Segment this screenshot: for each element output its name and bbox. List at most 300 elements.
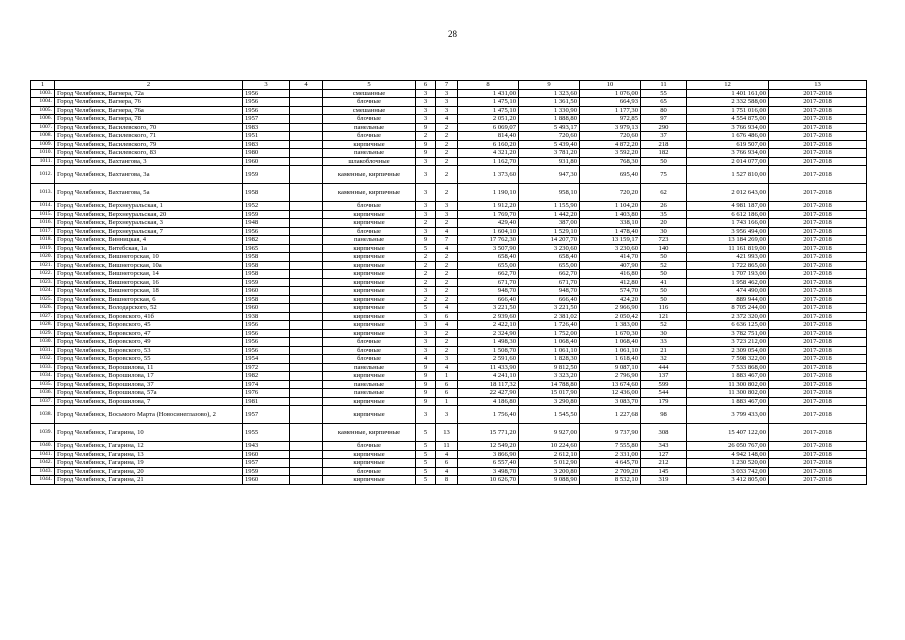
cost-cell: 1 676 486,00 — [687, 132, 769, 141]
empty-cell — [290, 227, 323, 236]
year-built-cell: 1956 — [243, 227, 290, 236]
cost-cell: 1 883 467,00 — [687, 372, 769, 381]
residents-cell: 544 — [641, 389, 687, 398]
wall-material-cell: блочные — [323, 467, 416, 476]
total-area-cell: 666,40 — [458, 295, 519, 304]
wall-material-cell: кирпичные — [323, 244, 416, 253]
table-row — [31, 227, 867, 236]
entrances-cell: 13 — [436, 424, 458, 442]
period-cell: 2017-2018 — [769, 304, 867, 313]
empty-cell — [290, 166, 323, 184]
floors-cell: 3 — [416, 329, 436, 338]
total-area-cell: 655,00 — [458, 261, 519, 270]
entrances-cell: 2 — [436, 184, 458, 202]
wall-material-cell: кирпичные — [323, 270, 416, 279]
floors-cell: 2 — [416, 253, 436, 262]
floors-cell: 9 — [416, 397, 436, 406]
address-cell: Город Челябинск, Воровского, 53 — [55, 346, 243, 355]
wall-material-cell: панельные — [323, 380, 416, 389]
column-number-header: 11 — [641, 81, 687, 90]
column-number-header: 8 — [458, 81, 519, 90]
residential-area-cell: 664,93 — [580, 98, 641, 107]
table-row — [31, 287, 867, 296]
column-number-header: 5 — [323, 81, 416, 90]
residential-area-cell: 12 436,00 — [580, 389, 641, 398]
residential-area-cell: 720,20 — [580, 184, 641, 202]
table-row — [31, 149, 867, 158]
wall-material-cell: панельные — [323, 363, 416, 372]
entrances-cell: 11 — [436, 442, 458, 451]
wall-material-cell: кирпичные — [323, 329, 416, 338]
entrances-cell: 6 — [436, 389, 458, 398]
empty-cell — [290, 184, 323, 202]
wall-material-cell: блочные — [323, 202, 416, 211]
premises-area-cell: 1 828,30 — [519, 355, 580, 364]
total-area-cell: 1 756,40 — [458, 406, 519, 424]
address-cell: Город Челябинск, Воровского, 49 — [55, 338, 243, 347]
floors-cell: 5 — [416, 459, 436, 468]
row-number-cell: 1009. — [31, 140, 55, 149]
row-number-cell: 1011. — [31, 157, 55, 166]
floors-cell: 2 — [416, 261, 436, 270]
table-row — [31, 210, 867, 219]
year-built-cell: 1982 — [243, 372, 290, 381]
address-cell: Город Челябинск, Воровского, 55 — [55, 355, 243, 364]
floors-cell: 3 — [416, 106, 436, 115]
column-number-header: 12 — [687, 81, 769, 90]
address-cell: Город Челябинск, Верхнеуральская, 1 — [55, 202, 243, 211]
total-area-cell: 6 069,07 — [458, 123, 519, 132]
table-row — [31, 106, 867, 115]
entrances-cell: 2 — [436, 219, 458, 228]
row-number-cell: 1020. — [31, 253, 55, 262]
year-built-cell: 1956 — [243, 106, 290, 115]
year-built-cell: 1943 — [243, 442, 290, 451]
period-cell: 2017-2018 — [769, 363, 867, 372]
wall-material-cell: кирпичные — [323, 450, 416, 459]
address-cell: Город Челябинск, Ворошилова, 11 — [55, 363, 243, 372]
cost-cell: 3 782 751,00 — [687, 329, 769, 338]
residents-cell: 50 — [641, 157, 687, 166]
address-cell: Город Челябинск, Вагнера, 76 — [55, 98, 243, 107]
row-number-cell: 1038. — [31, 406, 55, 424]
floors-cell: 3 — [416, 89, 436, 98]
table-row — [31, 321, 867, 330]
empty-cell — [290, 450, 323, 459]
residential-area-cell: 1 061,10 — [580, 346, 641, 355]
address-cell: Город Челябинск, Василевского, 83 — [55, 149, 243, 158]
total-area-cell: 2 324,90 — [458, 329, 519, 338]
table-row — [31, 278, 867, 287]
total-area-cell: 1 769,70 — [458, 210, 519, 219]
row-number-cell: 1037. — [31, 397, 55, 406]
cost-cell: 3 766 934,00 — [687, 123, 769, 132]
residents-cell: 75 — [641, 166, 687, 184]
row-number-cell: 1021. — [31, 261, 55, 270]
row-number-cell: 1008. — [31, 132, 55, 141]
empty-cell — [290, 106, 323, 115]
residential-area-cell: 1 383,00 — [580, 321, 641, 330]
residents-cell: 33 — [641, 338, 687, 347]
table-row — [31, 476, 867, 485]
address-cell: Город Челябинск, Вахтангова, 3 — [55, 157, 243, 166]
address-cell: Город Челябинск, Восьмого Марта (Новосинеглазово), 2 — [55, 406, 243, 424]
residents-cell: 127 — [641, 450, 687, 459]
period-cell: 2017-2018 — [769, 442, 867, 451]
premises-area-cell: 948,70 — [519, 287, 580, 296]
empty-cell — [290, 321, 323, 330]
address-cell: Город Челябинск, Гагарина, 21 — [55, 476, 243, 485]
empty-cell — [290, 304, 323, 313]
row-number-cell: 1030. — [31, 338, 55, 347]
premises-area-cell: 720,60 — [519, 132, 580, 141]
floors-cell: 2 — [416, 295, 436, 304]
empty-cell — [290, 459, 323, 468]
residents-cell: 179 — [641, 397, 687, 406]
residential-area-cell: 1 670,30 — [580, 329, 641, 338]
entrances-cell: 6 — [436, 312, 458, 321]
residential-area-cell: 2 709,20 — [580, 467, 641, 476]
entrances-cell: 3 — [436, 89, 458, 98]
year-built-cell: 1956 — [243, 329, 290, 338]
cost-cell: 1 230 520,00 — [687, 459, 769, 468]
residential-area-cell: 1 227,68 — [580, 406, 641, 424]
row-number-cell: 1016. — [31, 219, 55, 228]
empty-cell — [290, 278, 323, 287]
empty-cell — [290, 338, 323, 347]
total-area-cell: 4 186,80 — [458, 397, 519, 406]
cost-cell: 4 554 875,00 — [687, 115, 769, 124]
period-cell: 2017-2018 — [769, 278, 867, 287]
period-cell: 2017-2018 — [769, 397, 867, 406]
residents-cell: 599 — [641, 380, 687, 389]
table-row — [31, 424, 867, 442]
floors-cell: 3 — [416, 287, 436, 296]
table-row — [31, 132, 867, 141]
table-row — [31, 389, 867, 398]
entrances-cell: 4 — [436, 304, 458, 313]
period-cell: 2017-2018 — [769, 115, 867, 124]
year-built-cell: 1952 — [243, 202, 290, 211]
premises-area-cell: 671,70 — [519, 278, 580, 287]
cost-cell: 6 612 186,00 — [687, 210, 769, 219]
period-cell: 2017-2018 — [769, 372, 867, 381]
premises-area-cell: 5 439,40 — [519, 140, 580, 149]
floors-cell: 9 — [416, 123, 436, 132]
entrances-cell: 4 — [436, 450, 458, 459]
entrances-cell: 2 — [436, 270, 458, 279]
period-cell: 2017-2018 — [769, 98, 867, 107]
row-number-cell: 1018. — [31, 236, 55, 245]
premises-area-cell: 9 927,00 — [519, 424, 580, 442]
year-built-cell: 1959 — [243, 210, 290, 219]
cost-cell: 4 981 187,00 — [687, 202, 769, 211]
cost-cell: 11 300 802,00 — [687, 380, 769, 389]
wall-material-cell: кирпичные — [323, 372, 416, 381]
premises-area-cell: 1 330,90 — [519, 106, 580, 115]
empty-cell — [290, 380, 323, 389]
row-number-cell: 1033. — [31, 363, 55, 372]
wall-material-cell: шлакоблочные — [323, 157, 416, 166]
wall-material-cell: смешанные — [323, 106, 416, 115]
total-area-cell: 1 190,10 — [458, 184, 519, 202]
year-built-cell: 1956 — [243, 98, 290, 107]
address-cell: Город Челябинск, Воровского, 41б — [55, 312, 243, 321]
year-built-cell: 1980 — [243, 149, 290, 158]
premises-area-cell: 5 493,17 — [519, 123, 580, 132]
floors-cell: 9 — [416, 149, 436, 158]
premises-area-cell: 1 323,60 — [519, 89, 580, 98]
row-number-cell: 1035. — [31, 380, 55, 389]
premises-area-cell: 9 812,50 — [519, 363, 580, 372]
period-cell: 2017-2018 — [769, 476, 867, 485]
year-built-cell: 1958 — [243, 253, 290, 262]
column-number-header: 2 — [55, 81, 243, 90]
floors-cell: 3 — [416, 338, 436, 347]
premises-area-cell: 1 361,50 — [519, 98, 580, 107]
entrances-cell: 7 — [436, 236, 458, 245]
address-cell: Город Челябинск, Вишнегорская, 10а — [55, 261, 243, 270]
total-area-cell: 22 427,90 — [458, 389, 519, 398]
residents-cell: 137 — [641, 372, 687, 381]
wall-material-cell: блочные — [323, 115, 416, 124]
residential-area-cell: 7 555,80 — [580, 442, 641, 451]
address-cell: Город Челябинск, Воровского, 47 — [55, 329, 243, 338]
total-area-cell: 3 498,70 — [458, 467, 519, 476]
total-area-cell: 1 912,20 — [458, 202, 519, 211]
empty-cell — [290, 132, 323, 141]
residential-area-cell: 3 083,70 — [580, 397, 641, 406]
year-built-cell: 1938 — [243, 312, 290, 321]
empty-cell — [290, 355, 323, 364]
total-area-cell: 15 771,20 — [458, 424, 519, 442]
wall-material-cell: блочные — [323, 132, 416, 141]
row-number-cell: 1013. — [31, 184, 55, 202]
entrances-cell: 3 — [436, 202, 458, 211]
row-number-cell: 1029. — [31, 329, 55, 338]
floors-cell: 5 — [416, 476, 436, 485]
year-built-cell: 1982 — [243, 236, 290, 245]
period-cell: 2017-2018 — [769, 219, 867, 228]
premises-area-cell: 2 381,02 — [519, 312, 580, 321]
entrances-cell: 4 — [436, 244, 458, 253]
floors-cell: 4 — [416, 355, 436, 364]
year-built-cell: 1959 — [243, 166, 290, 184]
year-built-cell: 1959 — [243, 278, 290, 287]
wall-material-cell: кирпичные — [323, 278, 416, 287]
entrances-cell: 2 — [436, 157, 458, 166]
residential-area-cell: 2 796,90 — [580, 372, 641, 381]
entrances-cell: 2 — [436, 278, 458, 287]
period-cell: 2017-2018 — [769, 329, 867, 338]
column-number-header: 3 — [243, 81, 290, 90]
row-number-cell: 1043. — [31, 467, 55, 476]
premises-area-cell: 3 290,80 — [519, 397, 580, 406]
year-built-cell: 1983 — [243, 140, 290, 149]
address-cell: Город Челябинск, Витебская, 1а — [55, 244, 243, 253]
total-area-cell: 1 498,30 — [458, 338, 519, 347]
table-row — [31, 397, 867, 406]
table-row — [31, 467, 867, 476]
cost-cell: 15 407 122,00 — [687, 424, 769, 442]
entrances-cell: 3 — [436, 106, 458, 115]
residents-cell: 444 — [641, 363, 687, 372]
table-row — [31, 236, 867, 245]
year-built-cell: 1957 — [243, 115, 290, 124]
period-cell: 2017-2018 — [769, 467, 867, 476]
floors-cell: 3 — [416, 98, 436, 107]
empty-cell — [290, 312, 323, 321]
row-number-cell: 1003. — [31, 89, 55, 98]
total-area-cell: 4 321,20 — [458, 149, 519, 158]
entrances-cell: 2 — [436, 132, 458, 141]
residential-area-cell: 972,85 — [580, 115, 641, 124]
entrances-cell: 2 — [436, 346, 458, 355]
floors-cell: 3 — [416, 157, 436, 166]
cost-cell: 11 161 819,00 — [687, 244, 769, 253]
address-cell: Город Челябинск, Гагарина, 19 — [55, 459, 243, 468]
entrances-cell: 1 — [436, 372, 458, 381]
cost-cell: 1 743 166,00 — [687, 219, 769, 228]
wall-material-cell: кирпичные — [323, 304, 416, 313]
total-area-cell: 6 160,20 — [458, 140, 519, 149]
total-area-cell: 2 422,10 — [458, 321, 519, 330]
table-row — [31, 184, 867, 202]
premises-area-cell: 5 012,90 — [519, 459, 580, 468]
period-cell: 2017-2018 — [769, 132, 867, 141]
row-number-cell: 1024. — [31, 287, 55, 296]
row-number-cell: 1044. — [31, 476, 55, 485]
residents-cell: 80 — [641, 106, 687, 115]
row-number-cell: 1023. — [31, 278, 55, 287]
wall-material-cell: кирпичные — [323, 397, 416, 406]
wall-material-cell: кирпичные — [323, 253, 416, 262]
residential-area-cell: 4 645,70 — [580, 459, 641, 468]
entrances-cell: 2 — [436, 329, 458, 338]
floors-cell: 3 — [416, 184, 436, 202]
cost-cell: 889 944,00 — [687, 295, 769, 304]
residential-area-cell: 9 737,90 — [580, 424, 641, 442]
column-number-header: 4 — [290, 81, 323, 90]
residents-cell: 145 — [641, 467, 687, 476]
empty-cell — [290, 115, 323, 124]
address-cell: Город Челябинск, Гагарина, 20 — [55, 467, 243, 476]
table-row — [31, 295, 867, 304]
period-cell: 2017-2018 — [769, 380, 867, 389]
empty-cell — [290, 149, 323, 158]
residential-area-cell: 9 087,10 — [580, 363, 641, 372]
entrances-cell: 2 — [436, 149, 458, 158]
row-number-cell: 1028. — [31, 321, 55, 330]
cost-cell: 1 958 462,00 — [687, 278, 769, 287]
residential-area-cell: 1 478,40 — [580, 227, 641, 236]
year-built-cell: 1955 — [243, 424, 290, 442]
premises-area-cell: 1 752,00 — [519, 329, 580, 338]
total-area-cell: 6 557,40 — [458, 459, 519, 468]
empty-cell — [290, 424, 323, 442]
year-built-cell: 1954 — [243, 355, 290, 364]
row-number-cell: 1019. — [31, 244, 55, 253]
table-row — [31, 166, 867, 184]
residential-area-cell: 416,80 — [580, 270, 641, 279]
floors-cell: 3 — [416, 321, 436, 330]
residential-area-cell: 2 966,90 — [580, 304, 641, 313]
entrances-cell: 4 — [436, 227, 458, 236]
period-cell: 2017-2018 — [769, 149, 867, 158]
table-row — [31, 329, 867, 338]
residents-cell: 212 — [641, 459, 687, 468]
residents-cell: 50 — [641, 253, 687, 262]
wall-material-cell: блочные — [323, 227, 416, 236]
residents-cell: 290 — [641, 123, 687, 132]
premises-area-cell: 655,00 — [519, 261, 580, 270]
total-area-cell: 11 433,90 — [458, 363, 519, 372]
premises-area-cell: 666,40 — [519, 295, 580, 304]
year-built-cell: 1956 — [243, 338, 290, 347]
address-cell: Город Челябинск, Вишнегорская, 10 — [55, 253, 243, 262]
premises-area-cell: 10 224,60 — [519, 442, 580, 451]
residents-cell: 98 — [641, 406, 687, 424]
premises-area-cell: 931,80 — [519, 157, 580, 166]
year-built-cell: 1951 — [243, 132, 290, 141]
residential-area-cell: 720,60 — [580, 132, 641, 141]
floors-cell: 2 — [416, 219, 436, 228]
residential-area-cell: 695,40 — [580, 166, 641, 184]
address-cell: Город Челябинск, Гагарина, 10 — [55, 424, 243, 442]
wall-material-cell: каменные, кирпичные — [323, 424, 416, 442]
floors-cell: 5 — [416, 304, 436, 313]
table-row — [31, 312, 867, 321]
address-cell: Город Челябинск, Верхнеуральская, 20 — [55, 210, 243, 219]
premises-area-cell: 14 207,70 — [519, 236, 580, 245]
period-cell: 2017-2018 — [769, 355, 867, 364]
entrances-cell: 3 — [436, 355, 458, 364]
residents-cell: 35 — [641, 210, 687, 219]
period-cell: 2017-2018 — [769, 389, 867, 398]
year-built-cell: 1972 — [243, 363, 290, 372]
period-cell: 2017-2018 — [769, 270, 867, 279]
cost-cell: 3 412 805,00 — [687, 476, 769, 485]
empty-cell — [290, 123, 323, 132]
cost-cell: 2 012 643,00 — [687, 184, 769, 202]
row-number-cell: 1039. — [31, 424, 55, 442]
cost-cell: 8 705 244,00 — [687, 304, 769, 313]
premises-area-cell: 1 545,50 — [519, 406, 580, 424]
table-row — [31, 450, 867, 459]
residents-cell: 52 — [641, 261, 687, 270]
empty-cell — [290, 157, 323, 166]
row-number-cell: 1036. — [31, 389, 55, 398]
entrances-cell: 2 — [436, 338, 458, 347]
entrances-cell: 3 — [436, 210, 458, 219]
wall-material-cell: кирпичные — [323, 287, 416, 296]
table-row — [31, 98, 867, 107]
total-area-cell: 3 866,90 — [458, 450, 519, 459]
residents-cell: 343 — [641, 442, 687, 451]
residential-area-cell: 3 230,60 — [580, 244, 641, 253]
total-area-cell: 429,40 — [458, 219, 519, 228]
floors-cell: 2 — [416, 270, 436, 279]
cost-cell: 421 993,00 — [687, 253, 769, 262]
address-cell: Город Челябинск, Василевского, 70 — [55, 123, 243, 132]
residents-cell: 30 — [641, 227, 687, 236]
row-number-cell: 1031. — [31, 346, 55, 355]
total-area-cell: 662,70 — [458, 270, 519, 279]
wall-material-cell: кирпичные — [323, 210, 416, 219]
floors-cell: 9 — [416, 363, 436, 372]
row-number-cell: 1017. — [31, 227, 55, 236]
wall-material-cell: кирпичные — [323, 295, 416, 304]
